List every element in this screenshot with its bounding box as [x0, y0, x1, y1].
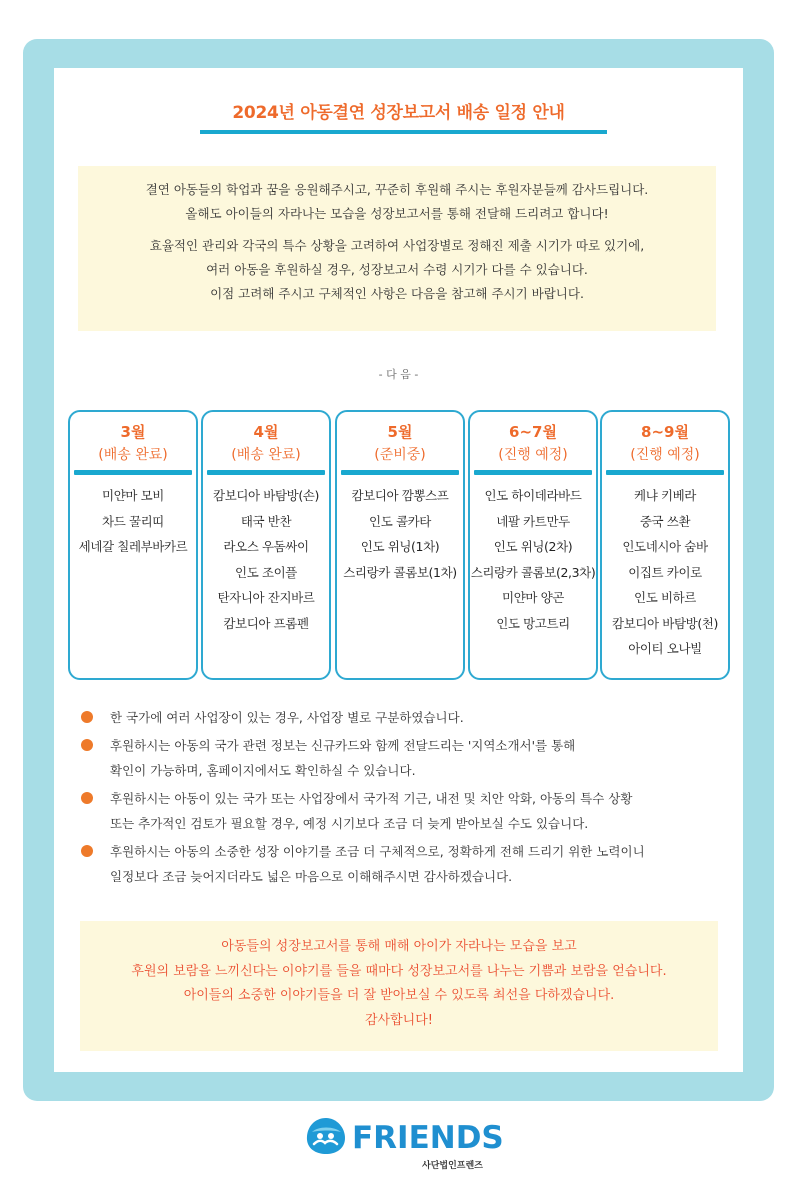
country-item: 캄보디아 깜뽕스프 — [351, 488, 449, 503]
note-line: 후원하시는 아동의 국가 관련 정보는 신규카드와 함께 전달드리는 '지역소개서'를 통해 — [110, 738, 576, 753]
schedule-box-april — [201, 410, 331, 680]
intro-line: 여러 아동을 후원하실 경우, 성장보고서 수령 시기가 다를 수 있습니다. — [206, 262, 588, 277]
schedule-box-june-july — [468, 410, 598, 680]
country-item: 라오스 우돔싸이 — [223, 539, 309, 554]
bullet-icon — [81, 739, 93, 751]
country-item: 세네갈 칠레부바카르 — [78, 539, 188, 554]
country-item: 캄보디아 바탐방(천) — [612, 615, 718, 631]
schedule-status: (준비중) — [374, 447, 426, 463]
country-item: 캄보디아 바탐방(손) — [213, 488, 319, 503]
country-item: 아이티 오나빌 — [628, 641, 702, 656]
country-item: 태국 반찬 — [240, 513, 292, 529]
schedule-divider — [606, 470, 724, 475]
schedule-divider — [341, 470, 459, 475]
intro-paragraph-2 — [78, 234, 716, 306]
notice-panel — [54, 68, 743, 1072]
note-line: 또는 추가적인 검토가 필요할 경우, 예정 시기보다 조금 더 늦게 받아보실 수도 있습니다. — [110, 816, 589, 831]
schedule-status: (진행 예정) — [630, 447, 700, 463]
bullet-icon — [81, 711, 93, 723]
section-separator: - 다 음 - — [378, 368, 419, 381]
note-item — [80, 786, 730, 836]
closing-line: 아이들의 소중한 이야기들을 더 잘 받아보실 수 있도록 최선을 다하겠습니다. — [183, 988, 615, 1003]
closing-line: 후원의 보람을 느끼신다는 이야기를 들을 때마다 성장보고서를 나누는 기쁨과 보람을 얻습니다. — [131, 963, 667, 979]
closing-line: 감사합니다! — [364, 1012, 433, 1028]
country-item: 스리랑카 콜롬보(1차) — [343, 564, 457, 580]
schedule-box-may — [335, 410, 465, 680]
schedule-divider — [74, 470, 192, 475]
schedule-status: (진행 예정) — [498, 447, 568, 463]
logo-subtitle: 사단법인프렌즈 — [422, 1161, 483, 1171]
country-item: 미얀마 양곤 — [502, 590, 564, 605]
intro-line: 올해도 아이들의 자라나는 모습을 성장보고서를 통해 전달해 드리려고 합니다! — [185, 206, 609, 221]
note-item — [80, 705, 730, 730]
intro-line: 효율적인 관리와 각국의 특수 상황을 고려하여 사업장별로 정해진 제출 시기가 따로 있기에, — [149, 238, 645, 253]
country-item: 이집트 카이로 — [628, 564, 702, 580]
schedule-divider — [207, 470, 325, 475]
page-title: 2024년 아동결연 성장보고서 배송 일정 안내 — [232, 103, 565, 123]
note-line: 후원하시는 아동의 소중한 성장 이야기를 조금 더 구체적으로, 정확하게 전해 드리기 위한 노력이니 — [110, 844, 645, 859]
intro-line: 이점 고려해 주시고 구체적인 사항은 다음을 참고해 주시기 바랍니다. — [210, 286, 584, 301]
intro-line: 결연 아동들의 학업과 꿈을 응원해주시고, 꾸준히 후원해 주시는 후원자분들께 감사드립니다. — [145, 182, 649, 197]
bullet-icon — [81, 792, 93, 804]
country-item: 인도 위닝(1차) — [360, 539, 440, 554]
notes-list — [80, 705, 730, 892]
schedule-month: 5월 — [387, 423, 413, 441]
schedule-month: 6~7월 — [509, 423, 557, 441]
note-line: 한 국가에 여러 사업장이 있는 경우, 사업장 별로 구분하였습니다. — [110, 710, 464, 725]
country-item: 인도 조이플 — [235, 564, 297, 580]
country-item: 탄자니아 잔지바르 — [217, 590, 315, 605]
note-line: 일정보다 조금 늦어지더라도 넓은 마음으로 이해해주시면 감사하겠습니다. — [110, 869, 513, 884]
country-item: 인도 망고트리 — [496, 615, 570, 631]
note-line: 확인이 가능하며, 홈페이지에서도 확인하실 수 있습니다. — [110, 763, 416, 778]
closing-line: 아동들의 성장보고서를 통해 매해 아이가 자라나는 모습을 보고 — [221, 939, 577, 954]
friends-logo-icon — [304, 1116, 348, 1156]
friends-logo — [304, 1116, 504, 1176]
intro-paragraph-1 — [78, 166, 716, 226]
note-item — [80, 733, 730, 783]
country-item: 차드 꿀리띠 — [102, 513, 164, 529]
schedule-status: (배송 완료) — [98, 447, 168, 463]
country-item: 네팔 카트만두 — [496, 513, 570, 529]
intro-box — [78, 166, 716, 331]
schedule-month: 8~9월 — [641, 423, 689, 441]
schedule-box-march — [68, 410, 198, 680]
country-item: 중국 쓰촨 — [639, 513, 691, 529]
schedule-status: (배송 완료) — [231, 447, 301, 463]
schedule-divider — [474, 470, 592, 475]
note-item — [80, 839, 730, 889]
country-item: 인도 하이데라바드 — [484, 488, 582, 503]
logo-wordmark: FRIENDS — [352, 1120, 504, 1156]
country-item: 케냐 키베라 — [634, 488, 696, 503]
country-item: 인도 콜카타 — [369, 513, 431, 529]
country-item: 캄보디아 프롬펜 — [223, 615, 309, 631]
country-item: 미얀마 모비 — [102, 488, 164, 503]
note-line: 후원하시는 아동이 있는 국가 또는 사업장에서 국가적 기근, 내전 및 치안 악화, 아동의 특수 상황 — [110, 791, 633, 806]
schedule-month: 3월 — [120, 423, 146, 441]
schedule-month: 4월 — [253, 423, 279, 441]
title-underline — [200, 130, 607, 134]
country-item: 인도 위닝(2차) — [493, 539, 573, 554]
country-item: 인도 비하르 — [634, 590, 696, 605]
country-item: 스리랑카 콜롬보(2,3차) — [470, 564, 596, 580]
closing-message-box — [80, 921, 718, 1051]
country-item: 인도네시아 숨바 — [622, 539, 708, 554]
schedule-box-aug-sep — [600, 410, 730, 680]
bullet-icon — [81, 845, 93, 857]
